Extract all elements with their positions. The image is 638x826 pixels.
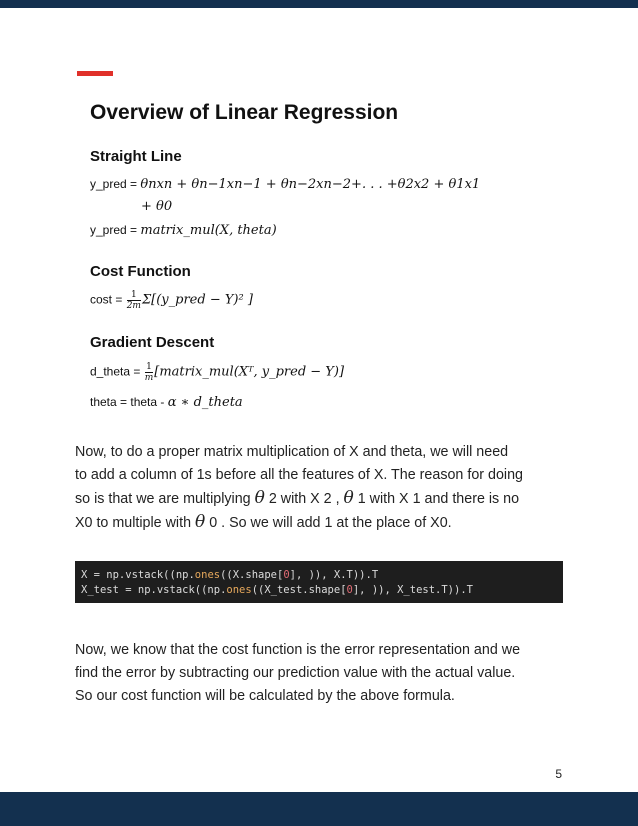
code-token: X_test = np.vstack((np. xyxy=(81,584,227,596)
code-token-number: 0 xyxy=(346,584,353,596)
theta-symbol: θ xyxy=(254,488,265,508)
formula-straight-line-continued xyxy=(141,199,172,214)
accent-dash xyxy=(77,71,113,76)
fraction-denominator: 2m xyxy=(126,301,141,311)
paragraph-line: find the error by subtracting our prediction value with the actual value. xyxy=(75,665,516,681)
code-token-function: ones xyxy=(226,584,252,596)
text-run: 2 with X 2 , xyxy=(264,491,344,507)
page-title: Overview of Linear Regression xyxy=(90,101,399,124)
text-run: 1 with X 1 and there is no xyxy=(353,491,520,507)
paragraph-line: Now, we know that the cost function is the error representation and we xyxy=(75,642,521,658)
formula-expression: α ∗ d_theta xyxy=(167,395,243,410)
formula-straight-line xyxy=(90,177,480,192)
code-token-function: ones xyxy=(194,569,221,581)
text-run: X0 to multiple with xyxy=(75,515,195,531)
formula-theta-update xyxy=(90,395,243,410)
formula-expression: Σ[(y_pred − Y)² ] xyxy=(141,292,253,308)
theta-symbol: θ xyxy=(343,488,354,508)
code-block xyxy=(75,561,563,603)
code-line xyxy=(81,583,563,598)
paragraph-line: to add a column of 1s before all the features of X. The reason for doing xyxy=(75,467,523,483)
fraction-numerator: 1 xyxy=(146,362,152,372)
code-line xyxy=(81,568,563,583)
paragraph-line xyxy=(75,511,565,535)
formula-label: cost = xyxy=(90,292,126,307)
paragraph-matrix-explanation xyxy=(75,441,565,535)
formula-expression: θnxn + θn−1xn−1 + θn−2xn−2+. . . +θ2x2 + θ1x1 xyxy=(140,177,481,192)
fraction-denominator: m xyxy=(144,373,154,383)
bottom-band xyxy=(0,792,638,826)
formula-matrix-mul xyxy=(90,223,277,238)
formula-expression: matrix_mul(X, theta) xyxy=(140,223,277,238)
code-token: ], )), X.T)).T xyxy=(289,569,379,581)
paragraph-line xyxy=(75,487,565,511)
fraction xyxy=(145,362,154,383)
code-token: ], )), X_test.T)).T xyxy=(352,584,473,596)
paragraph-line: Now, to do a proper matrix multiplication of X and theta, we will need xyxy=(75,444,509,460)
formula-label: d_theta = xyxy=(90,364,144,379)
top-band xyxy=(0,0,638,8)
text-run: so is that we are multiplying xyxy=(75,491,255,507)
fraction xyxy=(127,290,141,311)
formula-expression-cont: + θ0 xyxy=(141,199,173,214)
code-token-number: 0 xyxy=(283,569,290,581)
formula-label: theta = theta - xyxy=(90,395,168,409)
heading-cost-function: Cost Function xyxy=(90,263,191,280)
code-token: X = np.vstack((np. xyxy=(81,569,195,581)
page-number: 5 xyxy=(555,767,562,781)
formula-cost xyxy=(90,290,253,311)
formula-label: y_pred = xyxy=(90,223,141,237)
paragraph-line: So our cost function will be calculated by the above formula. xyxy=(75,688,455,704)
paragraph-cost-explanation xyxy=(75,639,565,708)
text-run: 0 . So we will add 1 at the place of X0. xyxy=(205,515,452,531)
heading-straight-line: Straight Line xyxy=(90,148,182,165)
heading-gradient-descent: Gradient Descent xyxy=(90,334,215,351)
formula-d-theta xyxy=(90,362,344,383)
formula-expression: [matrix_mul(Xᵀ, y_pred − Y)] xyxy=(154,364,345,380)
fraction-numerator: 1 xyxy=(127,290,141,301)
formula-label: y_pred = xyxy=(90,177,141,191)
code-token: ((X.shape[ xyxy=(220,569,284,581)
theta-symbol: θ xyxy=(195,512,206,532)
code-token: ((X_test.shape[ xyxy=(251,584,347,596)
